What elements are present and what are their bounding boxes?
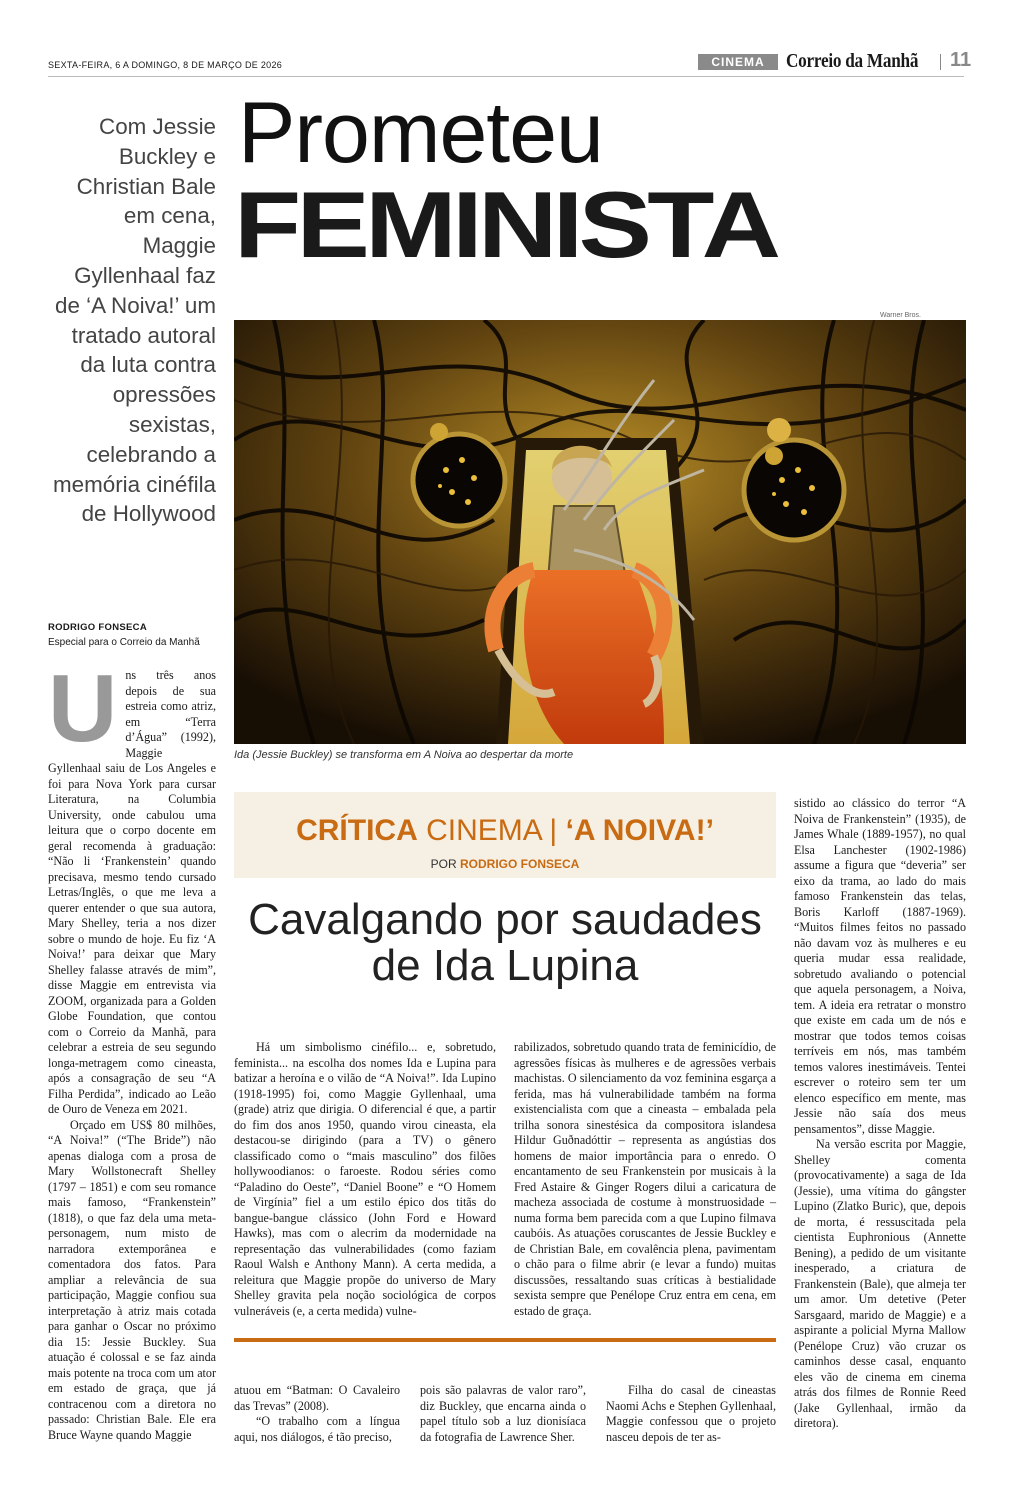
kicker-light: CINEMA |: [426, 814, 558, 847]
main-story-paragraph: Filha do casal de cineastas Naomi Achs e Stephen Gyllenhaal, Maggie confessou que o projeto nasceu depois de ter as-: [606, 1383, 776, 1444]
headline-line1: Prometeu: [238, 85, 603, 181]
main-story-column-1: [48, 655, 216, 1443]
main-story-column-2: [234, 1383, 400, 1445]
headline-line2: FEMINISTA: [234, 172, 777, 277]
review-title: Cavalgando por saudades de Ida Lupina: [248, 895, 762, 990]
main-story-paragraph: ns três anos depois de sua estreia como atriz, em “Terra d’Água” (1992), Maggie Gyllenhaal saiu de Los Angeles e foi para Nova York para cursar Literatura, na Columbia University, onde cabulou uma leitura que o corpo docente em geral recomenda à graduação: “Não li ‘Frankenstein’ quando precisava, mesmo tendo cursado Letras/Inglês, o que me leva a querer entender o que sua autora, Mary Shelley, teria a nos dizer sobre o mundo de hoje. Eu fiz ‘A Noiva!’ para deixar que Mary Shelley falasse através de mim”, disse Maggie em entrevista via ZOOM, organizada para a Golden Globe Foundation, que contou com o Correio da Manhã, para celebrar a estreia de seu segundo longa-metragem como cineasta, após a consagração de seu “A Filha Perdida”, indicado ao Leão de Ouro de Veneza em 2021.: [48, 668, 216, 1116]
issue-date: SEXTA-FEIRA, 6 A DOMINGO, 8 DE MARÇO DE 2026: [48, 60, 283, 70]
review-by-label: POR: [430, 857, 457, 871]
main-story-paragraph: “O trabalho com a língua aqui, nos diálogos, é tão preciso,: [234, 1414, 400, 1444]
article-photo[interactable]: [234, 320, 966, 744]
main-story-column-right: [794, 796, 966, 1432]
right-paragraph: Na versão escrita por Maggie, Shelley comenta (provocativamente) a saga de Ida (Jessie), uma vítima do gângster Lupino (Zlatko Buric), que, depois de morta, é ressuscitada pela cientista Euphronious (Annette Bening), a pedido de um visitante inesperado, a criatura de Frankenstein (Bale), que almeja ter um amor. Um detetive (Peter Sarsgaard, marido de Maggie) e a aspirante a policial Myrna Mallow (Penélope Cruz) vão cruzar os caminhos desse casal, enquanto eles vão de cinema em cinema atrás dos filmes de Ronnie Reed (Jake Gyllenhaal, irmão da diretora).: [794, 1137, 966, 1430]
newspaper-name[interactable]: Correio da Manhã: [786, 50, 919, 72]
main-story-paragraph: pois são palavras de valor raro”, diz Buckley, que encarna ainda o papel título sob a luz dionisíaca da fotografia de Lawrence Sher.: [420, 1383, 586, 1444]
photo-illustration: [234, 320, 966, 744]
main-story-column-4: [606, 1383, 776, 1445]
right-paragraph: sistido ao clássico do terror “A Noiva de Frankenstein” (1935), de James Whale (1889-1957), no qual Elsa Lanchester (1902-1986) assume a figura que “deveria” ser eixo da trama, ao lado do mais famoso Frankenstein das telas, Boris Karloff (1887-1969). “Muitos filmes feitos no passado não davam voz às mulheres e eu queria mudar essa realidade, sobretudo avaliando o potencial que aquela personagem, a Noiva, tem. A ideia era retratar o monstro que existe em cada um de nós e mostrar que todos temos coisas terríveis em nós, mas também temos valores inestimáveis. Tentei escrever o roteiro sem ter um elenco específico em mente, mas Jessie não saía dos meus pensamentos”, disse Maggie.: [794, 796, 966, 1136]
review-by-name: RODRIGO FONSECA: [460, 857, 580, 871]
byline-author: RODRIGO FONSECA: [48, 622, 147, 633]
review-paragraph: Há um simbolismo cinéfilo... e, sobretudo, feminista... na escolha dos nomes Ida e Lupina para batizar a heroína e o vilão de “A Noiva!”. Ida Lupino (1918-1995) foi, como Maggie Gyllenhaal, uma (grade) atriz que dirigia. O diferencial é que, a partir do fim dos anos 1950, quando virou cineasta, ela destacou-se dirigindo (para a TV) o gênero classificado como o “mais masculino” dos filões hollywoodianos: o faroeste. Rodou séries como “Paladino do Oeste”, “Daniel Boone” e “O Homem de Virgínia” fiel a um estilo épico dos titãs do bangue-bangue clássico (John Ford e Howard Hawks), mas com o alecrim da modernidade na representação das vulnerabilidades (como faziam Raoul Walsh e Anthony Mann). A certa medida, a releitura que Maggie propõe do universo de Mary Shelley gravita pela noção sociológica de corpos vulneráveis (e, a certa medida) vulne-: [234, 1040, 496, 1318]
kicker-title: ‘A NOIVA!’: [565, 814, 714, 847]
drop-cap: U: [48, 655, 118, 762]
review-end-rule: [234, 1338, 776, 1342]
main-story-paragraph: atuou em “Batman: O Cavaleiro das Trevas” (2008).: [234, 1383, 400, 1413]
photo-credit: Warner Bros.: [880, 312, 921, 319]
header-divider: [940, 54, 941, 70]
article-deck: Com Jessie Buckley e Christian Bale em cena, Maggie Gyllenhaal faz de ‘A Noiva!’ um tratado autoral da luta contra opressões sexistas, celebrando a memória cinéfila de Hollywood: [52, 114, 216, 527]
byline-role: Especial para o Correio da Manhã: [48, 637, 200, 648]
review-column-2: [514, 1040, 776, 1319]
review-paragraph: rabilizados, sobretudo quando trata de feminicídio, de agressões físicas às mulheres e de agressões verbais machistas. O silenciamento da voz feminina esgarça a ferida, mas há vulnerabilidade também na forma existencialista com que a cineasta – embalada pela trilha sonora sinestésica da compositora islandesa Hildur Guðnadóttir – representa as angústias dos homens de maior importância para o enredo. O encantamento de seu Frankenstein por musicais à la Fred Astaire & Ginger Rogers dilui a caricatura de macheza associada de costume à monstruosidade – numa forma bem parecida com a que Lupino filmava caubóis. As atuações coruscantes de Jessie Buckley e de Christian Bale, em covalência plena, pavimentam o chão para o filme abrir (e levar a fundo) muitas discussões, ressaltando suas críticas à bestialidade sexista sempre que Penélope Cruz entra em cena, em estado de graça.: [514, 1040, 776, 1318]
review-column-1: [234, 1040, 496, 1319]
review-kicker: [234, 814, 776, 848]
kicker-bold: CRÍTICA: [296, 814, 418, 847]
section-tag[interactable]: CINEMA: [698, 54, 778, 70]
review-byline: [234, 857, 776, 871]
main-story-paragraph: Orçado em US$ 80 milhões, “A Noiva!” (“The Bride”) não apenas dialoga com a prosa de Mary Wollstonecraft Shelley (1797 – 1851) e com seu romance mais famoso, “Frankenstein” (1818), o que faz dela uma meta-personagem, num misto de narradora extemporânea e comentadora dos fatos. Para ampliar a relevância de sua participação, Maggie confiou sua interpretação à atriz mais cotada para ganhar o Oscar no próximo dia 15: Jessie Buckley. Sua atuação é colossal e se faz ainda mais potente na troca com um ator em estado de graça, que já contracenou com a diretora no passado: Christian Bale. Ele era Bruce Wayne quando Maggie: [48, 1117, 216, 1442]
main-story-column-3: [420, 1383, 586, 1445]
header-rule: [48, 76, 964, 77]
page-number: 11: [950, 49, 972, 71]
photo-caption: Ida (Jessie Buckley) se transforma em A Noiva ao despertar da morte: [234, 749, 574, 761]
